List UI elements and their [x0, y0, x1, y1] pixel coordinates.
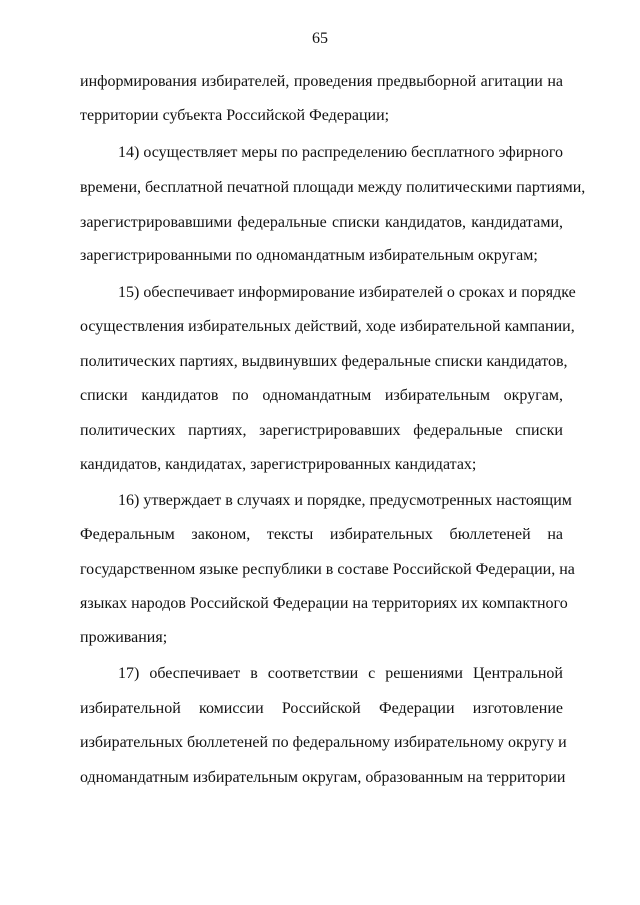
text-line: проживания;: [80, 629, 168, 646]
text-line: одномандатным избирательным округам, образованным на территории: [80, 769, 566, 786]
text-line: времени, бесплатной печатной площади между политическими партиями,: [80, 179, 586, 196]
text-line: 14) осуществляет меры по распределению бесплатного эфирного: [118, 144, 563, 161]
text-line: избирательной комиссии Российской Федерации изготовление: [80, 700, 563, 717]
text-line: 16) утверждает в случаях и порядке, предусмотренных настоящим: [118, 492, 572, 509]
text-line: списки кандидатов по одномандатным избирательным округам,: [80, 387, 563, 404]
text-line: осуществления избирательных действий, ходе избирательной кампании,: [80, 318, 575, 335]
text-line: избирательных бюллетеней по федеральному избирательному округу и: [80, 734, 567, 751]
text-line: Федеральным законом, тексты избирательных бюллетеней на: [80, 526, 563, 543]
text-line: информирования избирателей, проведения предвыборной агитации на: [80, 73, 563, 90]
text-line: государственном языке республики в составе Российской Федерации, на: [80, 561, 575, 578]
text-line: языках народов Российской Федерации на территориях их компактного: [80, 595, 568, 612]
text-line: зарегистрированными по одномандатным избирательным округам;: [80, 247, 538, 264]
text-line: 17) обеспечивает в соответствии с решениями Центральной: [118, 665, 563, 682]
text-line: 15) обеспечивает информирование избирателей о сроках и порядке: [118, 284, 576, 301]
text-line: зарегистрировавшими федеральные списки кандидатов, кандидатами,: [80, 214, 563, 231]
text-line: политических партиях, зарегистрировавших федеральные списки: [80, 422, 563, 439]
text-line: политических партиях, выдвинувших федеральные списки кандидатов,: [80, 353, 568, 370]
text-line: кандидатов, кандидатах, зарегистрированных кандидатах;: [80, 456, 477, 473]
text-line: территории субъекта Российской Федерации;: [80, 107, 390, 124]
page-number: 65: [312, 30, 328, 47]
